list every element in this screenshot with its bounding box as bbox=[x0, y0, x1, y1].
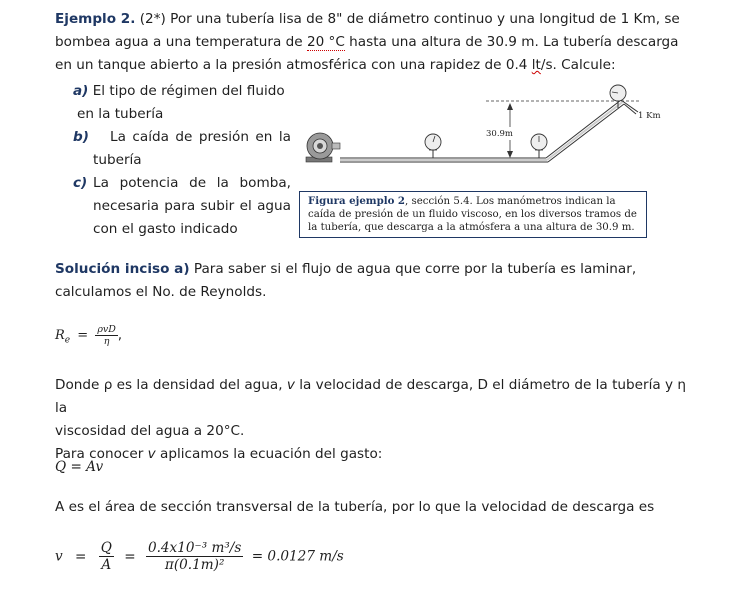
statement-text: (2*) Por una tubería lisa de 8" de diámetro continuo y una longitud de 1 Km, se bombea agua a una temperatura de bbox=[55, 11, 680, 50]
velocity-frac1-den: A bbox=[101, 557, 112, 573]
item-c-line2: necesaria para subir el agua bbox=[93, 198, 291, 214]
solution-text: Para saber si el flujo de agua que corre por la tubería es laminar, calculamos el No. de Reynolds. bbox=[55, 261, 637, 300]
velocity-result: = 0.0127 m/s bbox=[251, 548, 344, 565]
solution-label: Solución inciso a) bbox=[55, 261, 190, 277]
pressure-gauge-icon bbox=[425, 134, 441, 158]
item-c-label: c) bbox=[73, 175, 88, 191]
pump-icon bbox=[306, 133, 340, 162]
item-a bbox=[73, 80, 285, 103]
definition-line-2: viscosidad del agua a 20°C. bbox=[55, 423, 245, 439]
unit-lt: lt bbox=[531, 57, 541, 73]
temperature-value: 20 °C bbox=[306, 34, 345, 50]
statement-text-2: hasta una altura de 30.9 m. La tubería descarga en un tanque abierto a la presión atmosférica con una rapidez de 0.4 bbox=[55, 34, 679, 73]
item-a-text: El tipo de régimen del fluido bbox=[92, 83, 285, 99]
statement-text-3: /s. Calcule: bbox=[540, 57, 616, 73]
item-a-line2: en la tubería bbox=[77, 106, 164, 122]
item-b-line2: tubería bbox=[93, 152, 142, 168]
solution-paragraph bbox=[55, 258, 695, 304]
item-c-line3: con el gasto indicado bbox=[93, 221, 238, 237]
velocity-equation: v = $\frac{Q}{A}$ = $\frac{\text{0.4x10⁻³ m³/s}}{\text{π(0.1m)²}}$ = 0.0127 m/s bbox=[55, 540, 344, 573]
reynolds-num: ρvD bbox=[97, 324, 116, 335]
reynolds-den: η bbox=[103, 336, 110, 347]
definition-line-3: Para conocer v aplicamos la ecuación del gasto: bbox=[55, 446, 383, 462]
caption-text: , sección 5.4. Los manómetros indican la caída de presión de un fluido viscoso, en los diversos tramos de la tubería, que descarga a la atmósfera a una altura de 30.9 m. bbox=[308, 196, 637, 233]
gasto-equation: Q = Av bbox=[55, 459, 104, 475]
length-label: 1 Km bbox=[638, 111, 661, 121]
velocity-frac1-num: Q bbox=[100, 540, 112, 556]
area-paragraph: A es el área de sección transversal de la tubería, por lo que la velocidad de descarga es bbox=[55, 499, 655, 515]
figure-caption bbox=[299, 191, 647, 238]
reynolds-comma: , bbox=[117, 328, 123, 343]
example-label: Ejemplo 2. bbox=[55, 11, 136, 27]
item-a-label: a) bbox=[73, 83, 89, 99]
reynolds-sub: e bbox=[64, 335, 71, 346]
caption-title: Figura ejemplo 2 bbox=[308, 195, 406, 207]
reynolds-lhs: R bbox=[55, 328, 65, 343]
item-b-text: La caída de presión en la bbox=[110, 129, 291, 145]
height-label: 30.9m bbox=[486, 129, 513, 139]
definition-paragraph bbox=[55, 374, 695, 466]
velocity-lhs: v bbox=[55, 548, 63, 565]
item-b-label: b) bbox=[73, 129, 89, 145]
reynolds-equation: $R_e$ = $\frac{\text{ρvD}}{\eta}$ , bbox=[55, 324, 123, 347]
pressure-gauge-icon bbox=[531, 134, 547, 158]
problem-statement bbox=[55, 8, 695, 77]
velocity-frac2-den: π(0.1m)² bbox=[164, 557, 225, 573]
definition-line-1: Donde ρ es la densidad del agua, v la velocidad de descarga, D el diámetro de la tubería y η la bbox=[55, 377, 687, 416]
velocity-frac2-num: 0.4x10⁻³ m³/s bbox=[147, 540, 242, 556]
item-c-text: La potencia de la bomba, bbox=[93, 175, 291, 191]
pipe-figure bbox=[296, 82, 661, 182]
